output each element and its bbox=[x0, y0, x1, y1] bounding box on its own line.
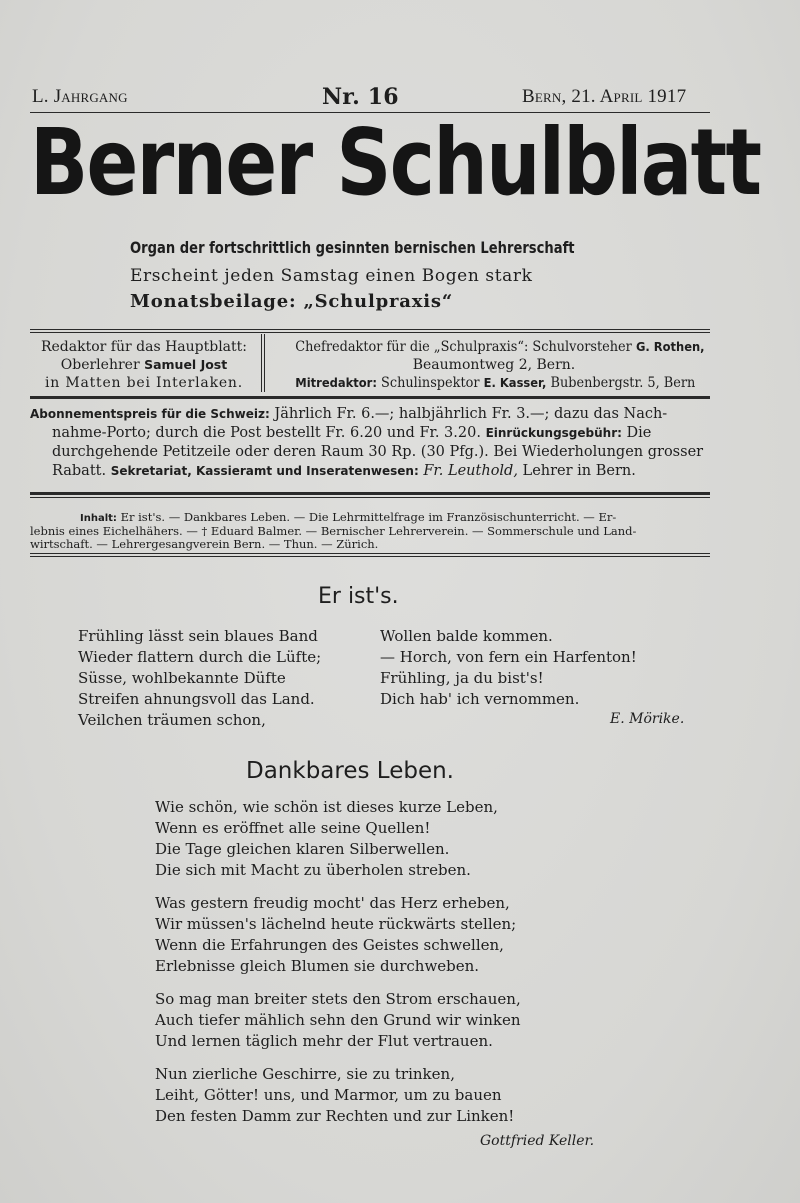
verse-line: Veilchen träumen schon, bbox=[78, 711, 266, 729]
verse-line: Dich hab' ich vernommen. bbox=[380, 690, 580, 708]
verse-line: Auch tiefer mählich sehn den Grund wir winken bbox=[155, 1011, 521, 1029]
discount-text: Rabatt. bbox=[52, 463, 111, 479]
poem1-column-2 bbox=[380, 626, 637, 710]
verse-line: Nun zierliche Geschirre, sie zu trinken, bbox=[155, 1065, 455, 1083]
contents-label: Inhalt: bbox=[80, 513, 117, 524]
verse-line: Die Tage gleichen klaren Silberwellen. bbox=[155, 840, 450, 858]
verse-line: Wieder flattern durch die Lüfte; bbox=[78, 648, 322, 666]
editors-top-rule bbox=[30, 329, 710, 330]
postal-price-text: nahme-Porto; durch die Post bestellt Fr. 6.20 und Fr. 3.20. bbox=[52, 425, 486, 441]
contents-line-2: lebnis eines Eichelhähers. — † Eduard Balmer. — Bernischer Lehrerverein. — Sommerschule und Land- bbox=[30, 524, 637, 538]
issue-number: Nr. 16 bbox=[322, 84, 399, 110]
editor-supplement-line bbox=[295, 338, 705, 356]
contents-text-1: Er ist's. — Dankbares Leben. — Die Lehrmittelfrage im Französischunterricht. — Er- bbox=[116, 510, 617, 524]
subscription-top-rule bbox=[30, 396, 710, 399]
poem1-author: E. Mörike. bbox=[610, 711, 685, 727]
masthead-title: Berner Schulblatt bbox=[30, 109, 761, 216]
verse-line: Den festen Damm zur Rechten und zur Linken! bbox=[155, 1107, 515, 1125]
poem2-stanza-3 bbox=[155, 989, 521, 1052]
editor-main bbox=[30, 338, 258, 392]
contents-line-1 bbox=[30, 511, 710, 525]
poem1-column-1 bbox=[78, 626, 321, 731]
publication-frequency: Erscheint jeden Samstag einen Bogen stark bbox=[130, 266, 533, 286]
verse-line: Wenn es eröffnet alle seine Quellen! bbox=[155, 819, 431, 837]
verse-line: Streifen ahnungsvoll das Land. bbox=[78, 690, 315, 708]
editor-main-role: Redaktor für das Hauptblatt: bbox=[40, 339, 247, 355]
co-editor-label: Mitredaktor: bbox=[295, 375, 377, 390]
secretariat-location: Lehrer in Bern. bbox=[517, 463, 636, 479]
co-editor-address: Bubenbergstr. 5, Bern bbox=[546, 375, 696, 391]
masthead-subtitle: Organ der fortschrittlich gesinnten bernischen Lehrerschaft bbox=[130, 238, 575, 257]
subscription-bottom-rule-2 bbox=[30, 497, 710, 498]
editors-top-rule-2 bbox=[30, 332, 710, 333]
subscription-line-1 bbox=[30, 405, 710, 424]
verse-line: Wollen balde kommen. bbox=[380, 627, 553, 645]
verse-line: — Horch, von fern ein Harfenton! bbox=[380, 648, 637, 666]
subscription-line-3: durchgehende Petitzeile oder deren Raum 30 Rp. (30 Pfg.). Bei Wiederholungen grosser bbox=[52, 444, 704, 460]
ad-fee-label: Einrückungsgebühr: bbox=[485, 426, 622, 440]
co-editor-title: Schulinspektor bbox=[376, 375, 484, 391]
subscription-bottom-rule bbox=[30, 492, 710, 495]
secretariat-name: Fr. Leuthold, bbox=[423, 463, 518, 479]
contents-rule-2 bbox=[30, 556, 710, 557]
monthly-supplement: Monatsbeilage: „Schulpraxis“ bbox=[130, 291, 453, 312]
verse-line: So mag man breiter stets den Strom erschauen, bbox=[155, 990, 521, 1008]
editor-supplement-name: G. Rothen, bbox=[635, 339, 705, 354]
subscription-info bbox=[30, 405, 710, 481]
verse-line: Leiht, Götter! uns, und Marmor, um zu bauen bbox=[155, 1086, 502, 1104]
verse-line: Süsse, wohlbekannte Düfte bbox=[78, 669, 286, 687]
poem2-stanza-2 bbox=[155, 893, 516, 977]
poem2-author: Gottfried Keller. bbox=[480, 1133, 595, 1149]
subscription-line-2 bbox=[30, 424, 710, 443]
editor-supplement-role: Chefredaktor für die „Schulpraxis“: Schulvorsteher bbox=[295, 339, 636, 355]
editor-main-title: Oberlehrer bbox=[60, 357, 145, 373]
table-of-contents bbox=[30, 511, 710, 551]
volume-label: L. Jahrgang bbox=[32, 86, 128, 107]
poem2-stanza-1 bbox=[155, 797, 498, 881]
editor-supplement-address: Beaumontweg 2, Bern. bbox=[412, 357, 576, 373]
subscription-line-4 bbox=[30, 462, 710, 481]
place-date: Bern, 21. April 1917 bbox=[522, 86, 687, 107]
verse-line: Und lernen täglich mehr der Flut vertrauen. bbox=[155, 1032, 493, 1050]
co-editor-line bbox=[295, 374, 696, 392]
verse-line: Frühling, ja du bist's! bbox=[380, 669, 544, 687]
poem2-stanza-4 bbox=[155, 1064, 514, 1127]
editor-main-name-line bbox=[30, 356, 258, 374]
contents-line-3: wirtschaft. — Lehrergesangverein Bern. — Thun. — Zürich. bbox=[30, 537, 379, 551]
verse-line: Was gestern freudig mocht' das Herz erheben, bbox=[155, 894, 510, 912]
co-editor-name: E. Kasser, bbox=[483, 375, 547, 390]
editor-main-name: Samuel Jost bbox=[144, 357, 228, 372]
verse-line: Wie schön, wie schön ist dieses kurze Leben, bbox=[155, 798, 498, 816]
poem-title-er-ists: Er ist's. bbox=[318, 584, 399, 609]
editor-supplement bbox=[278, 338, 710, 392]
contents-rule bbox=[30, 553, 710, 554]
verse-line: Die sich mit Macht zu überholen streben. bbox=[155, 861, 471, 879]
editors-divider bbox=[261, 334, 262, 392]
verse-line: Wenn die Erfahrungen des Geistes schwellen, bbox=[155, 936, 504, 954]
secretariat-label: Sekretariat, Kassieramt und Inseratenwesen: bbox=[110, 464, 419, 478]
verse-line: Erlebnisse gleich Blumen sie durchweben. bbox=[155, 957, 480, 975]
poem-title-dankbares-leben: Dankbares Leben. bbox=[246, 758, 454, 784]
editor-main-location: in Matten bei Interlaken. bbox=[44, 375, 243, 391]
subscription-price-label: Abonnementspreis für die Schweiz: bbox=[30, 407, 270, 421]
verse-line: Frühling lässt sein blaues Band bbox=[78, 627, 318, 645]
subscription-price-text: Jährlich Fr. 6.—; halbjährlich Fr. 3.—; dazu das Nach- bbox=[269, 406, 668, 422]
ad-fee-suffix: Die bbox=[621, 425, 652, 441]
verse-line: Wir müssen's lächelnd heute rückwärts stellen; bbox=[155, 915, 517, 933]
editors-divider-2 bbox=[264, 334, 265, 392]
